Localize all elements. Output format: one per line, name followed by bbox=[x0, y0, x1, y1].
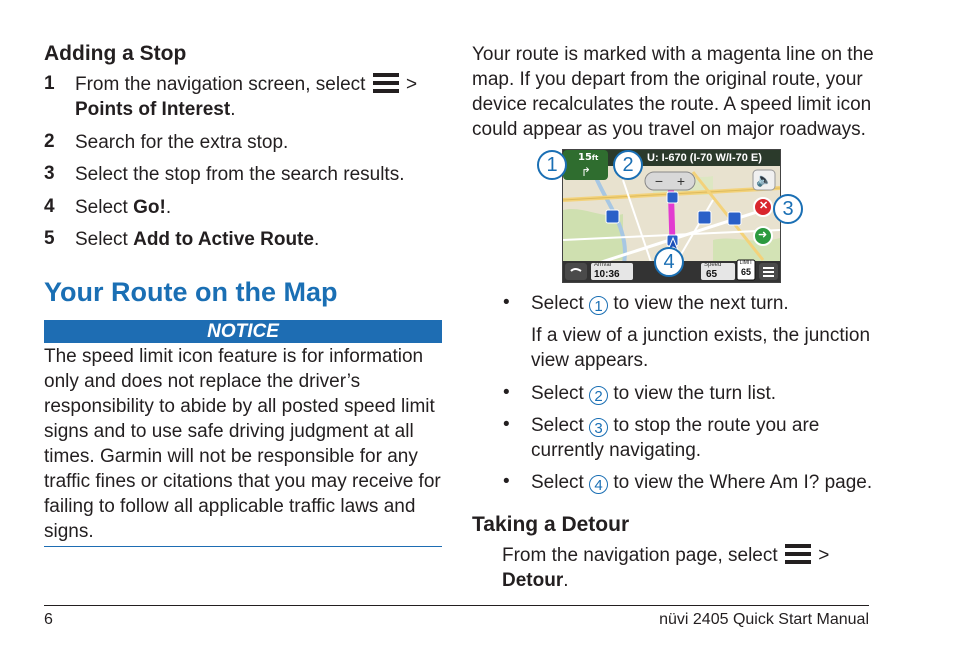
step-5-label: Select bbox=[75, 229, 134, 250]
callout-1: 1 bbox=[537, 150, 567, 180]
arrival-label: Arrival bbox=[594, 262, 612, 268]
bullet-2 bbox=[531, 381, 776, 406]
step-4-end: . bbox=[165, 197, 172, 218]
callout-ref-3: 3 bbox=[589, 418, 608, 437]
turn-arrow-icon[interactable]: ↱ bbox=[581, 165, 592, 179]
detour-separator: > bbox=[818, 545, 830, 566]
turn-distance-value: 15 bbox=[578, 152, 592, 163]
speed-limit-value[interactable]: 65 bbox=[740, 267, 751, 277]
step-1-continuation bbox=[75, 97, 235, 122]
bullet-4 bbox=[531, 470, 872, 495]
route-intro bbox=[472, 42, 874, 142]
step-5-end: . bbox=[313, 229, 320, 250]
menu-icon bbox=[785, 544, 811, 564]
callout-4: 4 bbox=[654, 247, 684, 277]
callout-2: 2 bbox=[613, 150, 643, 180]
bullet-3-line2: currently navigating. bbox=[531, 440, 702, 461]
callout-ref-2: 2 bbox=[589, 386, 608, 405]
zoom-in-button[interactable]: + bbox=[676, 173, 686, 189]
intro-line: Your route is marked with a magenta line on the bbox=[472, 44, 874, 65]
step-number: 3 bbox=[44, 163, 55, 184]
step-5-text bbox=[75, 227, 319, 252]
speed-value[interactable]: 65 bbox=[706, 269, 718, 280]
bullet-dot: • bbox=[503, 471, 510, 492]
bullet-dot: • bbox=[503, 292, 510, 313]
detour-continuation bbox=[502, 568, 569, 593]
zoom-out-button[interactable]: − bbox=[654, 173, 664, 189]
notice-line: failing to follow all applicable traffic laws and bbox=[44, 496, 416, 517]
speaker-icon[interactable]: 🔈 bbox=[756, 172, 773, 187]
bullet-3-post: to stop the route you are bbox=[613, 415, 820, 436]
step-1-separator: > bbox=[405, 74, 418, 95]
turn-distance[interactable] bbox=[578, 152, 598, 163]
step-4-text bbox=[75, 195, 171, 220]
route-section-title: Your Route on the Map bbox=[44, 277, 338, 307]
bullet-1-sub: view appears. bbox=[531, 350, 649, 371]
manual-title: nüvi 2405 Quick Start Manual bbox=[659, 611, 869, 628]
step-1-text bbox=[75, 72, 417, 97]
turn-distance-unit: ft bbox=[591, 154, 599, 162]
arrival-time[interactable]: 10:36 bbox=[594, 269, 620, 280]
step-number: 1 bbox=[44, 73, 55, 94]
notice-line: traffic fines or citations that you may receive for bbox=[44, 471, 441, 492]
callout-ref-4: 4 bbox=[589, 475, 608, 494]
detour-text bbox=[502, 543, 829, 568]
notice-line: responsibility to abide by all posted speed limit bbox=[44, 396, 435, 417]
bullet-4-post: to view the Where Am I? page. bbox=[613, 472, 873, 493]
step-3-text: Select the stop from the search results. bbox=[75, 164, 405, 185]
detour-end: . bbox=[563, 570, 569, 591]
step-1-end: . bbox=[230, 99, 236, 120]
notice-line: The speed limit icon feature is for information bbox=[44, 346, 424, 367]
bullet-1-post: to view the next turn. bbox=[613, 293, 789, 314]
menu-button[interactable] bbox=[761, 264, 778, 280]
bullet-2-post: to view the turn list. bbox=[613, 383, 776, 404]
bullet-2-pre: Select bbox=[531, 383, 584, 404]
bullet-3 bbox=[531, 413, 819, 438]
step-number: 2 bbox=[44, 131, 55, 152]
bullet-4-pre: Select bbox=[531, 472, 584, 493]
detour-label: From the navigation page, select bbox=[502, 545, 778, 566]
step-number: 5 bbox=[44, 228, 55, 249]
notice-line: signs and to use safe driving judgment at all bbox=[44, 421, 414, 442]
speed-limit-label: LIMIT bbox=[739, 260, 753, 266]
notice-line: times. Garmin will not be responsible for any bbox=[44, 446, 418, 467]
detour-heading: Taking a Detour bbox=[472, 513, 630, 536]
go-label: Go! bbox=[133, 197, 166, 218]
detour-bold-label: Detour bbox=[502, 570, 564, 591]
intro-line: map. If you depart from the original route, your bbox=[472, 69, 863, 90]
points-of-interest-label: Points of Interest bbox=[75, 99, 231, 120]
bullet-dot: • bbox=[503, 382, 510, 403]
callout-3: 3 bbox=[773, 194, 803, 224]
callout-ref-1: 1 bbox=[589, 296, 608, 315]
intro-line: device recalculates the route. A speed limit icon bbox=[472, 94, 872, 115]
bullet-1 bbox=[531, 291, 789, 316]
step-number: 4 bbox=[44, 196, 55, 217]
notice-bottom-rule bbox=[44, 546, 442, 547]
bullet-1-sub: If a view of a junction exists, the junction bbox=[531, 325, 871, 346]
notice-line: only and does not replace the driver’s bbox=[44, 371, 361, 392]
bullet-dot: • bbox=[503, 414, 510, 435]
notice-body bbox=[44, 344, 444, 544]
bullet-1-pre: Select bbox=[531, 293, 584, 314]
stop-route-icon[interactable]: ✕ bbox=[759, 200, 769, 212]
street-name[interactable]: U: I-670 (I-70 W/I-70 E) bbox=[647, 152, 762, 164]
notice-bar: NOTICE bbox=[44, 320, 442, 343]
footer-rule bbox=[44, 605, 869, 606]
notice-line: signs. bbox=[44, 521, 94, 542]
menu-icon bbox=[373, 73, 399, 93]
bullet-3-pre: Select bbox=[531, 415, 584, 436]
add-to-active-route-label: Add to Active Route bbox=[133, 229, 314, 250]
back-button[interactable] bbox=[567, 262, 589, 279]
detour-icon[interactable]: ➜ bbox=[758, 229, 768, 241]
step-1-label: From the navigation screen, select bbox=[75, 74, 366, 95]
intro-line: could appear as you travel on major roadways. bbox=[472, 119, 866, 140]
step-2-text: Search for the extra stop. bbox=[75, 132, 289, 153]
page-number: 6 bbox=[44, 611, 53, 628]
adding-stop-heading: Adding a Stop bbox=[44, 42, 187, 65]
step-4-label: Select bbox=[75, 197, 134, 218]
speed-label: Speed bbox=[704, 262, 722, 268]
